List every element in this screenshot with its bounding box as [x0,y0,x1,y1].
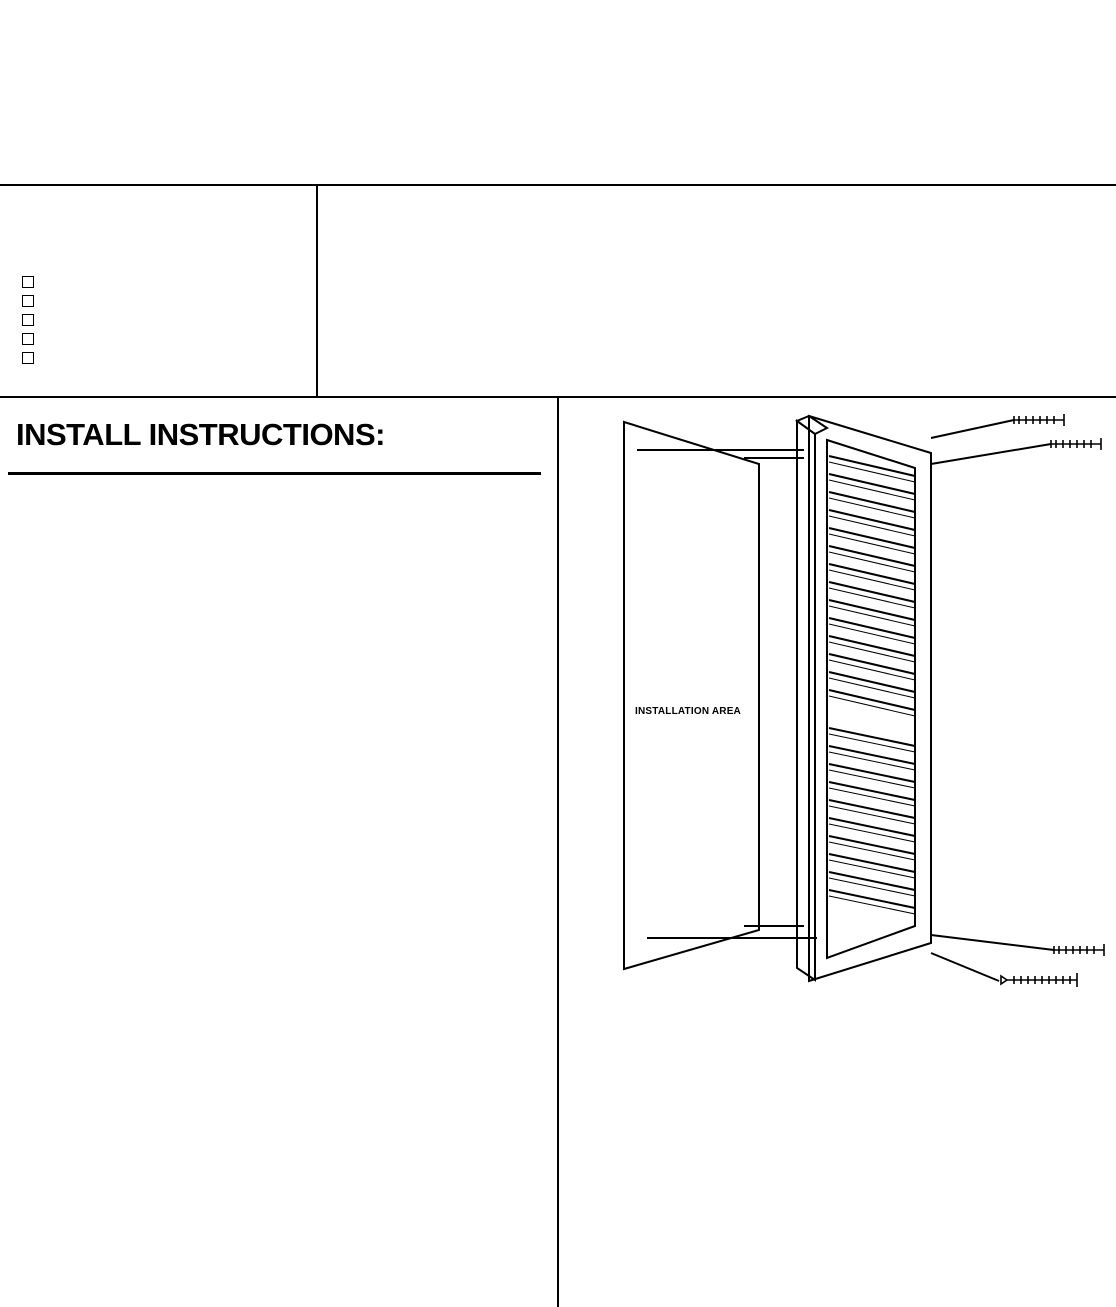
title-underline [8,472,541,475]
list-item[interactable] [22,272,42,291]
checklist [22,272,42,367]
screw-icon [1014,414,1064,426]
checklist-cell [0,186,318,398]
screw-icon [1054,944,1104,956]
list-item[interactable] [22,310,42,329]
checkbox-icon[interactable] [22,276,34,288]
checkbox-icon[interactable] [22,333,34,345]
installation-area-label: INSTALLATION AREA [635,706,741,717]
list-item[interactable] [22,329,42,348]
header-table [0,184,1116,398]
checkbox-icon[interactable] [22,295,34,307]
screw-icon [1051,438,1101,450]
installation-diagram [559,398,1116,1307]
instructions-column [0,398,557,1307]
list-item[interactable] [22,348,42,367]
screw-icon [1001,973,1077,987]
header-notes-cell [318,186,1116,398]
list-item[interactable] [22,291,42,310]
main-content [0,396,1116,1307]
checkbox-icon[interactable] [22,352,34,364]
page-title: INSTALL INSTRUCTIONS: [16,417,385,452]
checkbox-icon[interactable] [22,314,34,326]
diagram-column [559,398,1116,1307]
